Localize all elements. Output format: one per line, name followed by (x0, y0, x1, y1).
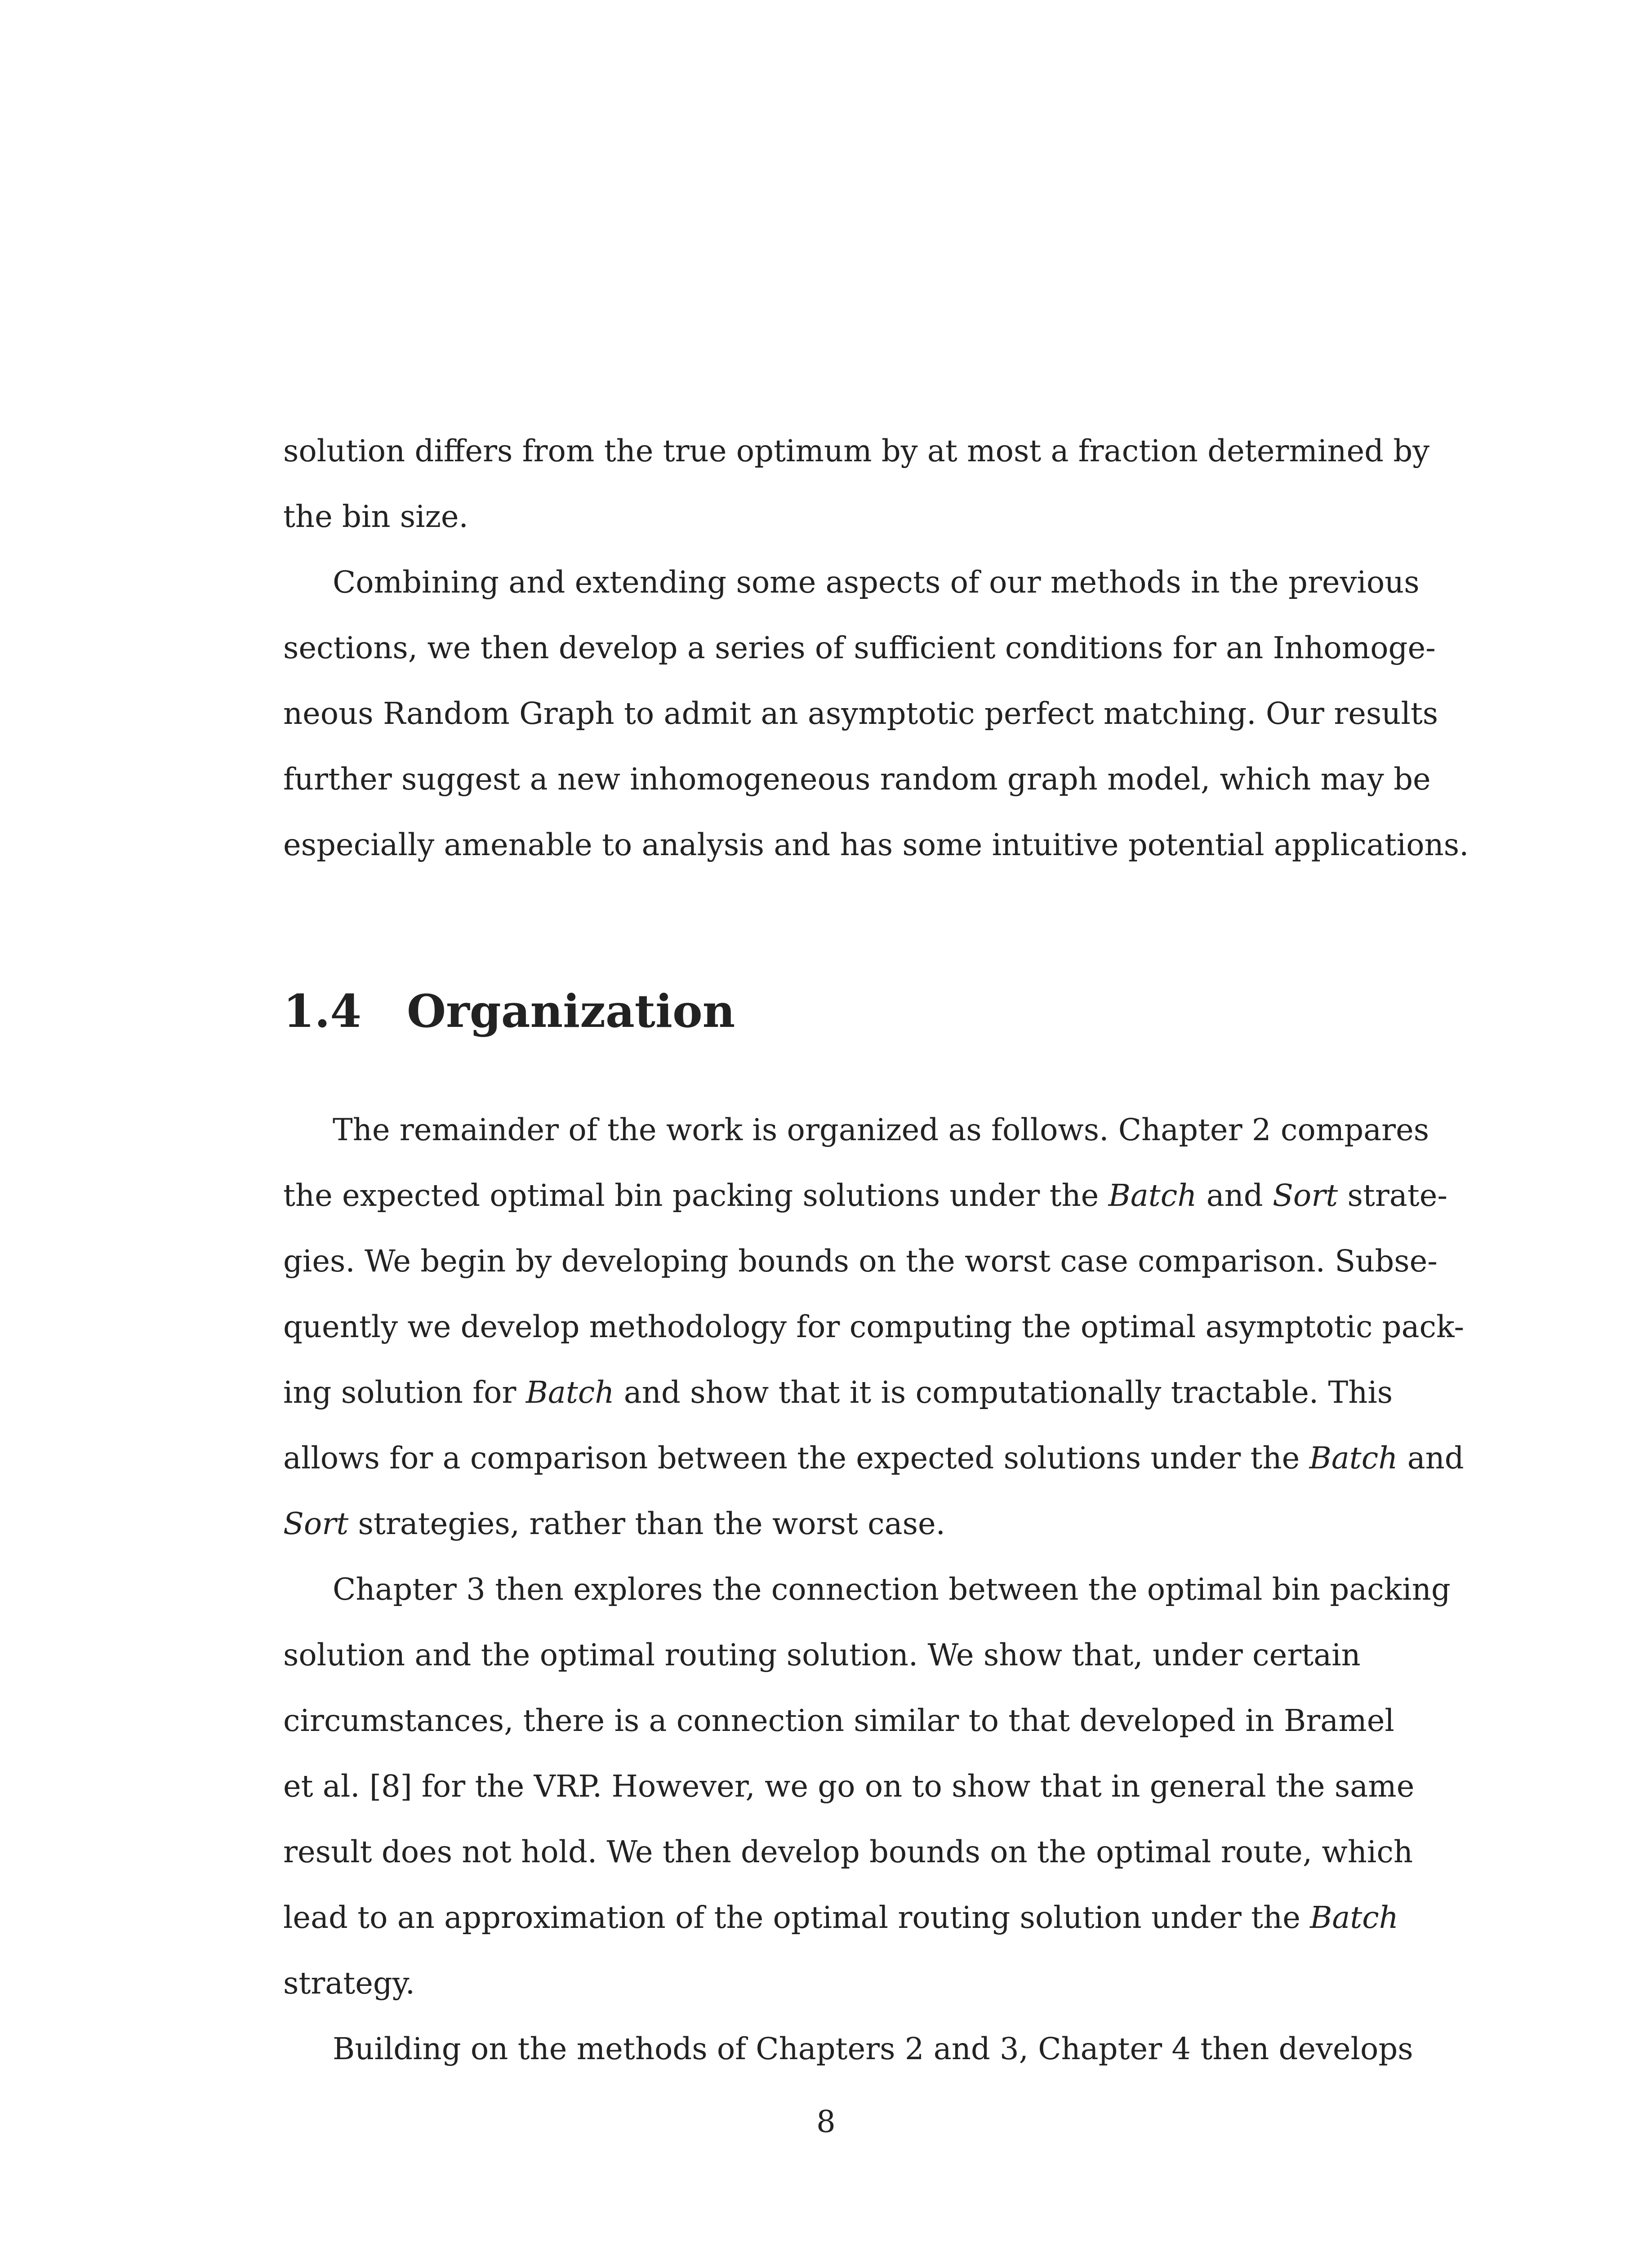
text-line: et al. [8] for the VRP. However, we go on to show that in general the same (283, 1769, 1415, 1804)
batch-term: Batch (1108, 1178, 1197, 1213)
text-line: solution and the optimal routing solution. We show that, under certain (283, 1637, 1361, 1673)
text-line: Sort strategies, rather than the worst case. (283, 1506, 945, 1541)
paragraph-building (283, 2016, 1413, 2082)
text-line: the bin size. (283, 499, 468, 534)
sort-term: Sort (283, 1506, 349, 1541)
batch-term: Batch (1309, 1441, 1398, 1476)
text-line: quently we develop methodology for computing the optimal asymptotic pack- (283, 1309, 1465, 1344)
paragraph-continuation (283, 418, 1430, 549)
text-line: further suggest a new inhomogeneous random graph model, which may be (283, 762, 1431, 797)
text-line: sections, we then develop a series of sufficient conditions for an Inhomoge- (283, 630, 1436, 665)
sort-term: Sort (1273, 1178, 1338, 1213)
text-line: Combining and extending some aspects of our methods in the previous (333, 565, 1420, 600)
text-line: Building on the methods of Chapters 2 and 3, Chapter 4 then develops (333, 2031, 1413, 2066)
section-number: 1.4 (283, 985, 361, 1038)
text-line: solution differs from the true optimum by at most a fraction determined by (283, 433, 1430, 468)
paragraph-remainder (283, 1097, 1465, 1557)
text-line: lead to an approximation of the optimal routing solution under the Batch (283, 1900, 1398, 1935)
text-line: result does not hold. We then develop bounds on the optimal route, which (283, 1834, 1413, 1869)
batch-term: Batch (1310, 1900, 1398, 1935)
text-line: ing solution for Batch and show that it is computationally tractable. This (283, 1375, 1393, 1410)
text-line: circumstances, there is a connection similar to that developed in Bramel (283, 1703, 1394, 1738)
batch-term: Batch (525, 1375, 614, 1410)
text-line: Chapter 3 then explores the connection between the optimal bin packing (333, 1572, 1451, 1607)
text-line: allows for a comparison between the expected solutions under the Batch and (283, 1441, 1464, 1476)
text-line: the expected optimal bin packing solutions under the Batch and Sort strate- (283, 1178, 1448, 1213)
section-title: Organization (407, 985, 735, 1038)
text-line: especially amenable to analysis and has some intuitive potential applications. (283, 827, 1469, 862)
section-heading (283, 985, 735, 1038)
text-line: gies. We begin by developing bounds on the worst case comparison. Subse- (283, 1244, 1438, 1279)
paragraph-combining (283, 549, 1469, 878)
text-line: The remainder of the work is organized as follows. Chapter 2 compares (333, 1112, 1429, 1147)
text-line: neous Random Graph to admit an asymptotic perfect matching. Our results (283, 696, 1438, 731)
page-number: 8 (816, 2104, 836, 2139)
text-line: strategy. (283, 1966, 415, 2001)
paragraph-chapter3 (283, 1557, 1451, 2016)
